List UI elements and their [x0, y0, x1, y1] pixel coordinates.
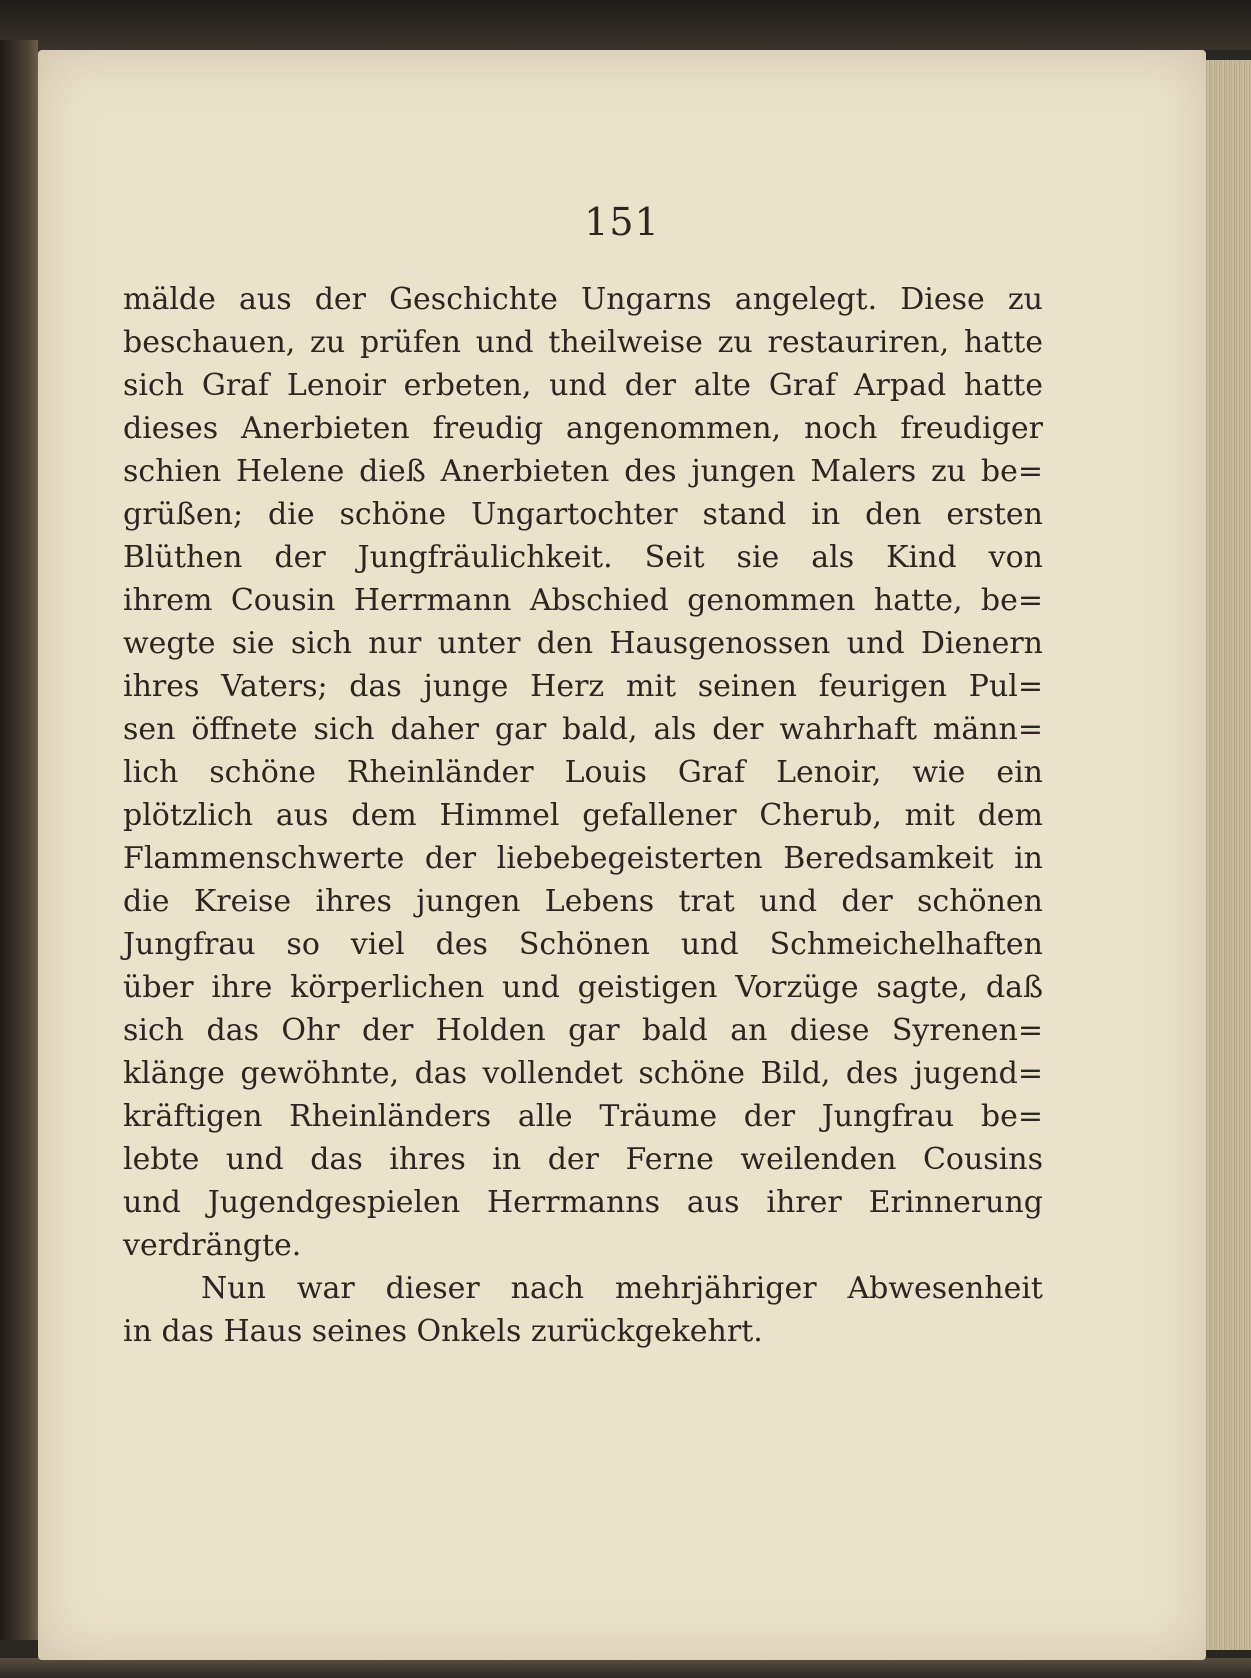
text-line: klänge gewöhnte, das vollendet schöne Bild, des jugend=	[123, 1056, 1043, 1091]
text-line: plötzlich aus dem Himmel gefallener Cherub, mit dem	[123, 798, 1043, 833]
book-top-edge	[0, 0, 1251, 50]
paragraph-start-line: Nun war dieser nach mehrjähriger Abwesenheit	[201, 1271, 1043, 1306]
paragraph-end-line: in das Haus seines Onkels zurückgekehrt.	[123, 1314, 763, 1349]
text-line: sich das Ohr der Holden gar bald an diese Syrenen=	[123, 1013, 1043, 1048]
text-line: und Jugendgespielen Herrmanns aus ihrer Erinnerung	[123, 1185, 1043, 1220]
text-line: über ihre körperlichen und geistigen Vorzüge sagte, daß	[123, 970, 1043, 1005]
text-line: lebte und das ihres in der Ferne weilenden Cousins	[123, 1142, 1043, 1177]
text-line: wegte sie sich nur unter den Hausgenossen und Dienern	[123, 626, 1043, 661]
book-bottom-edge	[0, 1658, 1251, 1678]
book-page	[38, 50, 1206, 1660]
text-line: ihrem Cousin Herrmann Abschied genommen hatte, be=	[123, 583, 1043, 618]
text-line: dieses Anerbieten freudig angenommen, noch freudiger	[123, 411, 1043, 446]
paragraph-end-line: verdrängte.	[123, 1228, 302, 1263]
book-spine	[0, 40, 38, 1640]
page-edges	[1205, 60, 1251, 1650]
text-line: kräftigen Rheinländers alle Träume der Jungfrau be=	[123, 1099, 1043, 1134]
text-line: die Kreise ihres jungen Lebens trat und der schönen	[123, 884, 1043, 919]
page-number: 151	[584, 200, 660, 244]
text-line: beschauen, zu prüfen und theilweise zu restauriren, hatte	[123, 325, 1043, 360]
text-line: ihres Vaters; das junge Herz mit seinen feurigen Pul=	[123, 669, 1043, 704]
body-text	[123, 278, 1043, 1353]
text-line: Blüthen der Jungfräulichkeit. Seit sie als Kind von	[123, 540, 1043, 575]
text-line: sen öffnete sich daher gar bald, als der wahrhaft männ=	[123, 712, 1043, 747]
text-line: lich schöne Rheinländer Louis Graf Lenoir, wie ein	[123, 755, 1043, 790]
text-line: Jungfrau so viel des Schönen und Schmeichelhaften	[123, 927, 1043, 962]
text-line: schien Helene dieß Anerbieten des jungen Malers zu be=	[123, 454, 1043, 489]
text-line: grüßen; die schöne Ungartochter stand in den ersten	[123, 497, 1043, 532]
text-line: mälde aus der Geschichte Ungarns angelegt. Diese zu	[123, 282, 1043, 317]
text-line: sich Graf Lenoir erbeten, und der alte Graf Arpad hatte	[123, 368, 1043, 403]
text-line: Flammenschwerte der liebebegeisterten Beredsamkeit in	[123, 841, 1043, 876]
